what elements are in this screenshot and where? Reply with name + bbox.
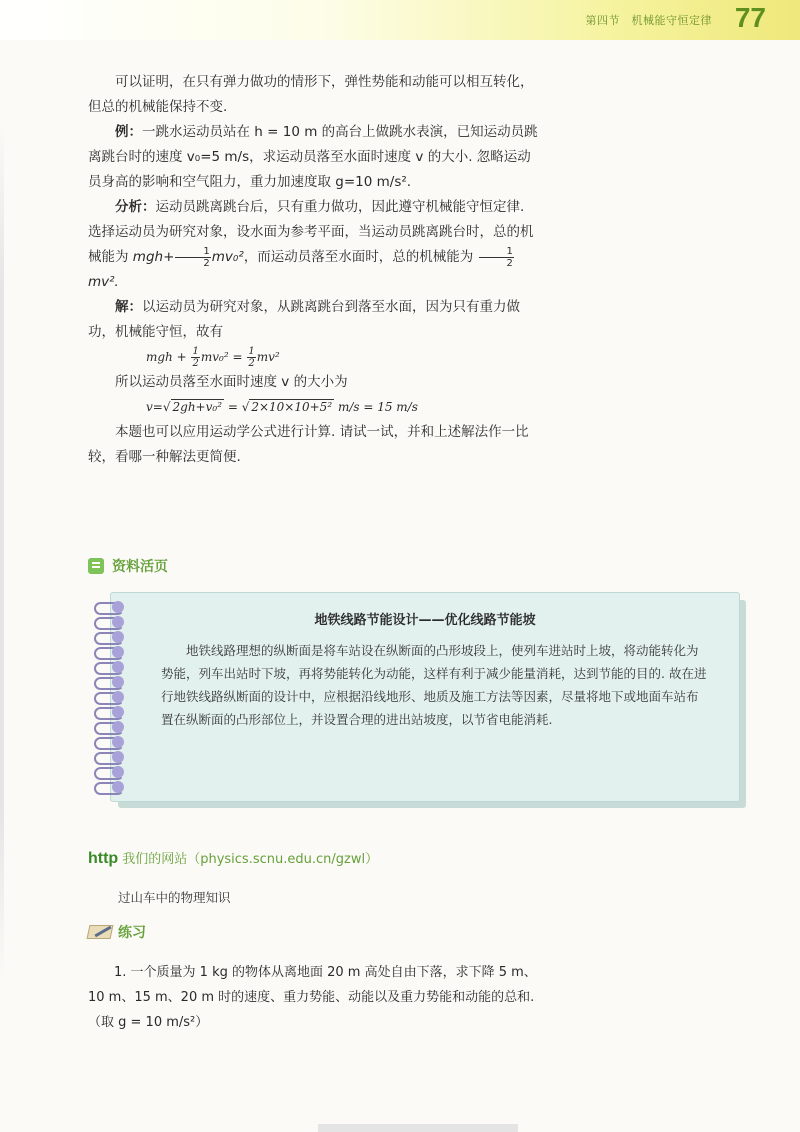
page-number: 77 <box>734 2 766 33</box>
section-label: 第四节 机械能守恒定律 <box>585 14 712 27</box>
analysis-text-1: 运动员跳离跳台后，只有重力做功，因此遵守机械能守恒定律. 选择运动员为研究对象，设水面为参考平面，当运动员跳离跳台时，总的机械能为 <box>88 199 534 265</box>
spiral-ring <box>88 735 128 749</box>
spiral-ring <box>88 675 128 689</box>
spiral-ring <box>88 765 128 779</box>
spiral-ring <box>88 645 128 659</box>
notebook-icon <box>88 558 104 574</box>
website-title: 我们的网站 <box>122 852 188 867</box>
website-heading <box>88 848 378 868</box>
analysis-text-2: ，而运动员落至水面时，总的机械能为 <box>243 249 478 265</box>
spiral-ring <box>88 660 128 674</box>
http-icon: http <box>88 850 119 867</box>
solution-paragraph <box>88 295 538 345</box>
analysis-label: 分析： <box>115 199 156 215</box>
equation-2: v=√ 2gh+v₀² = √ 2×10×10+5² m/s = 15 m/s <box>146 400 418 414</box>
website-item[interactable]: 过山车中的物理知识 <box>118 890 231 905</box>
resource-box-body: 地铁线路理想的纵断面是将车站设在纵断面的凸形坡段上，使列车进站时上坡，将动能转化为势能，列车出站时下坡，再将势能转化为动能，这样有利于减少能量消耗，达到节能的目的. 故在进行地铁线路纵断面的设计中，应根据沿线地形、地质及施工方法等因素，尽量将地下或地面车站布置在纵断面的凸形部位上，并设置合理的进出站坡度，以节省电能消耗. <box>161 643 707 727</box>
example-paragraph <box>88 120 538 195</box>
resource-box-title: 地铁线路节能设计——优化线路节能坡 <box>314 613 536 628</box>
analysis-formula-2-post: mv². <box>88 274 119 290</box>
analysis-formula-1-post: mv₀² <box>211 249 244 265</box>
fraction-half: $\frac{1}{2}$ <box>175 246 210 269</box>
spiral-ring <box>88 750 128 764</box>
spiral-ring <box>88 630 128 644</box>
spiral-ring <box>88 615 128 629</box>
spiral-ring <box>88 600 128 614</box>
intro-paragraph: 可以证明，在只有弹力做功的情形下，弹性势能和动能可以相互转化，但总的机械能保持不变. <box>88 74 534 115</box>
spiral-ring <box>88 780 128 794</box>
fraction-half: $\frac{1}{2}$ <box>192 346 199 369</box>
closing-paragraph: 本题也可以应用运动学公式进行计算. 请试一试，并和上述解法作一比较，看哪一种解法更简便. <box>88 424 529 465</box>
example-text: 一跳水运动员站在 h = 10 m 的高台上做跳水表演，已知运动员跳离跳台时的速度 v₀=5 m/s，求运动员落至水面时速度 v 的大小. 忽略运动员身高的影响和空气阻力，重力加速度取 g=10 m/s². <box>88 124 538 190</box>
equation-1: mgh + $\frac{1}{2}$ mv₀² = $\frac{1}{2}$ mv² <box>146 346 280 369</box>
fraction-half: $\frac{1}{2}$ <box>479 246 514 269</box>
spiral-binding <box>88 600 128 796</box>
solution-text: 以运动员为研究对象，从跳离跳台到落至水面，因为只有重力做功，机械能守恒，故有 <box>88 299 520 340</box>
spiral-ring <box>88 705 128 719</box>
spiral-ring <box>88 690 128 704</box>
pencil-icon <box>88 923 114 939</box>
fraction-half: $\frac{1}{2}$ <box>248 346 255 369</box>
main-text-column <box>88 70 538 470</box>
page-header <box>0 0 800 40</box>
page-edge-shadow <box>0 120 4 980</box>
analysis-paragraph <box>88 195 538 295</box>
resource-box <box>110 592 740 802</box>
exercise-1: 1. 一个质量为 1 kg 的物体从离地面 20 m 高处自由下落，求下降 5 m、10 m、15 m、20 m 时的速度、重力势能、动能以及重力势能和动能的总和.（取 g = 10 m/s²） <box>88 965 537 1030</box>
solution-label: 解： <box>115 299 142 315</box>
practice-heading: 练习 <box>88 922 146 942</box>
spiral-ring <box>88 720 128 734</box>
example-label: 例： <box>115 124 142 140</box>
so-paragraph: 所以运动员落至水面时速度 v 的大小为 <box>115 374 348 390</box>
website-url[interactable]: （physics.scnu.edu.cn/gzwl） <box>187 852 379 867</box>
bottom-scan-bar <box>318 1124 518 1132</box>
analysis-formula-1-pre: mgh+ <box>132 249 175 265</box>
resource-heading: 资料活页 <box>88 556 168 576</box>
